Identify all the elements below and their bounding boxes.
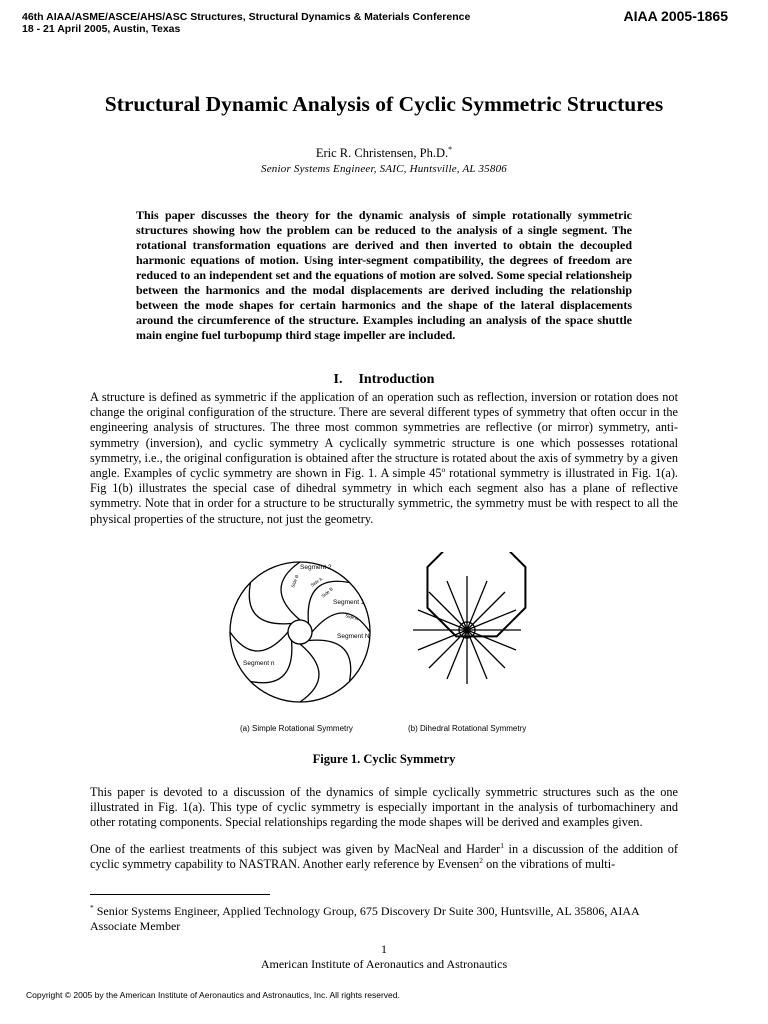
- label-side-b-lower: Side B: [320, 586, 334, 599]
- publisher-line: American Institute of Aeronautics and Astronautics: [260, 957, 508, 971]
- footnote: [90, 900, 678, 934]
- paragraph-3-part3: on the vibrations of multi-: [483, 857, 616, 872]
- intro-text-part1: A structure is defined as symmetric if the application of an operation such as reflection, inversion or rotation does not change the original configuration of the structure. There are several different types of symmetry that often occur in the engineering analysis of structures. The three most common symmetries are reflective (or mirror) symmetry, anti-symmetry (inversion), and cyclic symmetry A cyclically symmetric structure is one which possesses rotational symmetry, i.e., the original configuration is obtained after the structure is rotated about the axis of symmetry by a given angle. Examples of cyclic symmetry are shown in Fig. 1. A simple 45: [90, 390, 678, 481]
- conference-name: 46th AIAA/ASME/ASCE/AHS/ASC Structures, Structural Dynamics & Materials Conference: [22, 11, 471, 23]
- conference-header: [22, 11, 470, 35]
- degree-mark: o: [441, 464, 446, 474]
- paper-title: Structural Dynamic Analysis of Cyclic Symmetric Structures: [104, 92, 664, 116]
- author-line: [0, 145, 768, 161]
- curved-blades: [230, 562, 370, 702]
- copyright-notice: Copyright © 2005 by the American Institute of Aeronautics and Astronautics, Inc. All rights reserved.: [26, 990, 400, 1000]
- intro-paragraph: [90, 390, 678, 527]
- label-side-b-upper: Side B: [290, 574, 300, 589]
- hub: [288, 620, 312, 644]
- label-segment-n: Segment n: [243, 660, 275, 667]
- label-side-a-upper: Side A: [309, 576, 324, 588]
- paragraph-3-part2: in a discussion of the addition of cyclic symmetry capability to NASTRAN. Another early reference by Evensen: [90, 842, 678, 872]
- radial-segment-lines: [413, 576, 521, 684]
- label-segment-2: Segment 2: [300, 564, 332, 571]
- author-footnote-mark: *: [448, 145, 453, 154]
- paragraph-2: This paper is devoted to a discussion of the dynamics of simple cyclically symmetric structures such as the one illustrated in Fig. 1(a). This type of cyclic symmetry is especially important in the analysis of turbomachinery and other rotating components. Special relationships regarding the mode shapes will be derived and examples given.: [90, 785, 678, 830]
- footnote-mark: *: [90, 903, 94, 912]
- author-affiliation: Senior Systems Engineer, SAIC, Huntsville, AL 35806: [261, 163, 507, 175]
- paragraph-3: [90, 842, 678, 872]
- reference-1-mark: 1: [500, 840, 504, 850]
- abstract: This paper discusses the theory for the dynamic analysis of simple rotationally symmetric structures showing how the problem can be reduced to the analysis of a single segment. The rotational transformation equations are derived and then inverted to obtain the decoupled harmonic equations of motion. Using inter-segment compatibility, the degrees of freedom are reduced to an independent set and the equations of motion are solved. Some special relationsheip between the harmonics and the modal displacements are derived including the relationship between the mode shapes for certain harmonics and the shape of the lateral displacements around the circumference of the structure. Examples including an analysis of the space shuttle main engine fuel turbopump third stage impeller are included.: [136, 208, 632, 342]
- reference-2-mark: 2: [479, 856, 484, 866]
- subcaption-a: (a) Simple Rotational Symmetry: [240, 724, 353, 733]
- label-segment-1: Segment 1: [333, 599, 365, 606]
- paper-number: AIAA 2005-1865: [623, 8, 728, 24]
- section-number: I.: [333, 372, 343, 387]
- section-title: Introduction: [358, 372, 435, 387]
- subcaption-b: (b) Dihedral Rotational Symmetry: [408, 724, 527, 733]
- cyclic-symmetry-figure: [220, 552, 550, 722]
- footnote-text: Senior Systems Engineer, Applied Technology Group, 675 Discovery Dr Suite 300, Huntsville, AL 35806, AIAA Associate Member: [90, 904, 640, 933]
- octagon-outline: [427, 552, 525, 636]
- figure-caption: Figure 1. Cyclic Symmetry: [312, 752, 456, 766]
- label-segment-N: Segment N: [337, 633, 370, 640]
- author-name: Eric R. Christensen, Ph.D.: [315, 146, 449, 161]
- paragraph-3-part1: One of the earliest treatments of this subject was given by MacNeal and Harder: [90, 842, 501, 856]
- intro-text-part2: rotational symmetry is illustrated in Fig. 1(a). Fig 1(b) illustrates the special case of dihedral symmetry in which each segment also has a plane of reflective symmetry. Note that in order for a structure to be structurally symmetric, the symmetry must be with respect to all the physical properties of the structure, not just the geometry.: [90, 466, 678, 526]
- rotational-symmetry-diagram: [230, 562, 370, 702]
- section-heading: [0, 372, 768, 388]
- page-number: 1: [381, 942, 387, 956]
- footnote-rule: [90, 894, 270, 895]
- label-side-a-lower: Side A: [344, 613, 359, 622]
- dihedral-symmetry-diagram: [413, 552, 525, 684]
- conference-dates: 18 - 21 April 2005, Austin, Texas: [22, 23, 181, 35]
